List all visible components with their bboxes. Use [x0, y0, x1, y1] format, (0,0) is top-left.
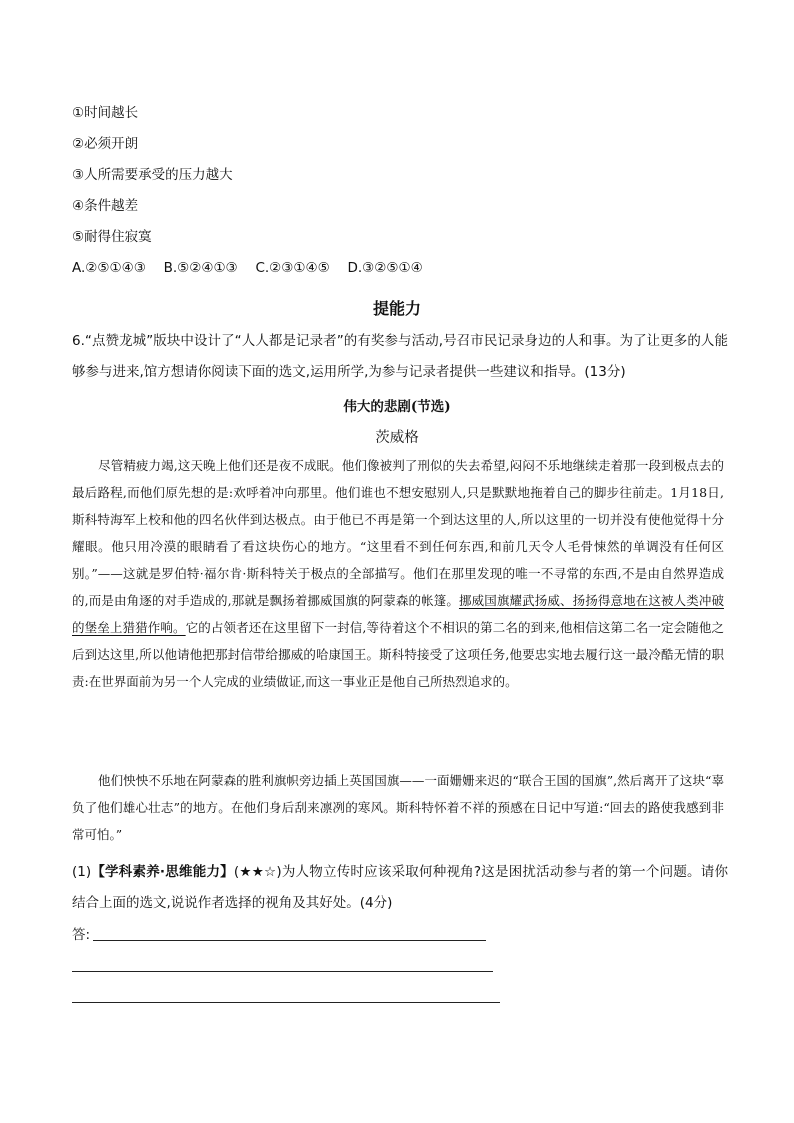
paragraph-1-text-b: 它的占领者还在这里留下一封信,等待着这个不相识的第二名的到来,他相信这第二名一定会随他之后到达这里,所以他请他把那封信带给挪威的哈康国王。斯科特接受了这项任务,他要忠实地去履行这一最冷酷无情的职责:在世界面前为另一个人完成的业绩做证,而这一事业正是他自己所热烈追求的。: [72, 620, 724, 689]
paragraph-2-text: 他们怏怏不乐地在阿蒙森的胜利旗帜旁边插上英国国旗——一面姗姗来迟的“联合王国的国旗”,然后离开了这块“辜负了他们雄心壮志”的地方。在他们身后刮来凛冽的寒风。斯科特怀着不祥的预感在日记中写道:“回去的路使我感到非常可怕。”: [72, 773, 724, 842]
article-title: 伟大的悲剧(节选): [343, 399, 451, 415]
sub-question-1: [72, 857, 728, 919]
answer-label: 答:: [72, 927, 91, 943]
answer-line-2[interactable]: [72, 971, 493, 972]
option-3: ③人所需要承受的压力越大: [72, 167, 233, 183]
option-1: ①时间越长: [72, 105, 139, 121]
paragraph-1-text-a: 尽管精疲力竭,这天晚上他们还是夜不成眠。他们像被判了刑似的失去希望,闷闷不乐地继续走着那一段到极点去的最后路程,而他们原先想的是:欢呼着冲向那里。他们谁也不想安慰别人,只是默默地拖着自己的脚步往前走。1月18日,斯科特海军上校和他的四名伙伴到达极点。由于他已不再是第一个到达这里的人,所以这里的一切并没有使他觉得十分耀眼。他只用冷漠的眼睛看了看这块伤心的地方。“这里看不到任何东西,和前几天令人毛骨悚然的单调没有任何区别。”——这就是罗伯特·福尔肯·斯科特关于极点的全部描写。他们在那里发现的唯一不寻常的东西,不是由自然界造成的,而是由角逐的对手造成的,那就是飘扬着挪威国旗的阿蒙森的帐篷。: [72, 458, 724, 608]
passage-paragraph-2: [72, 767, 724, 848]
option-4: ④条件越差: [72, 198, 139, 214]
underlined-sentence: 挪威国旗耀武扬威、扬扬得意地在这被人类冲破的堡垒上猎猎作响。: [72, 593, 724, 635]
answer-line-1[interactable]: [93, 940, 486, 941]
answer-choices: A.②⑤①④③ B.⑤②④①③ C.②③①④⑤ D.③②⑤①④: [72, 260, 423, 276]
passage-paragraph-1: [72, 452, 724, 695]
option-2: ②必须开朗: [72, 136, 139, 152]
sub-question-1-text: 为人物立传时应该采取何种视角?这是困扰活动参与者的第一个问题。请你结合上面的选文,说说作者选择的视角及其好处。(4分): [72, 864, 728, 911]
question-6-text: 6.“点赞龙城”版块中设计了“人人都是记录者”的有奖参与活动,号召市民记录身边的人和事。为了让更多的人能够参与进来,馆方想请你阅读下面的选文,运用所学,为参与记录者提供一些建议和指导。(13分): [72, 333, 728, 380]
article-author: 茨威格: [375, 430, 419, 446]
section-title: 提能力: [372, 299, 421, 318]
literacy-tag: 【学科素养·思维能力】: [91, 864, 234, 880]
difficulty-stars: (★★☆): [233, 864, 282, 880]
question-6: [72, 326, 728, 388]
sub-question-1-number: (1): [72, 864, 92, 880]
option-5: ⑤耐得住寂寞: [72, 229, 152, 245]
answer-line-3[interactable]: [72, 1002, 500, 1003]
